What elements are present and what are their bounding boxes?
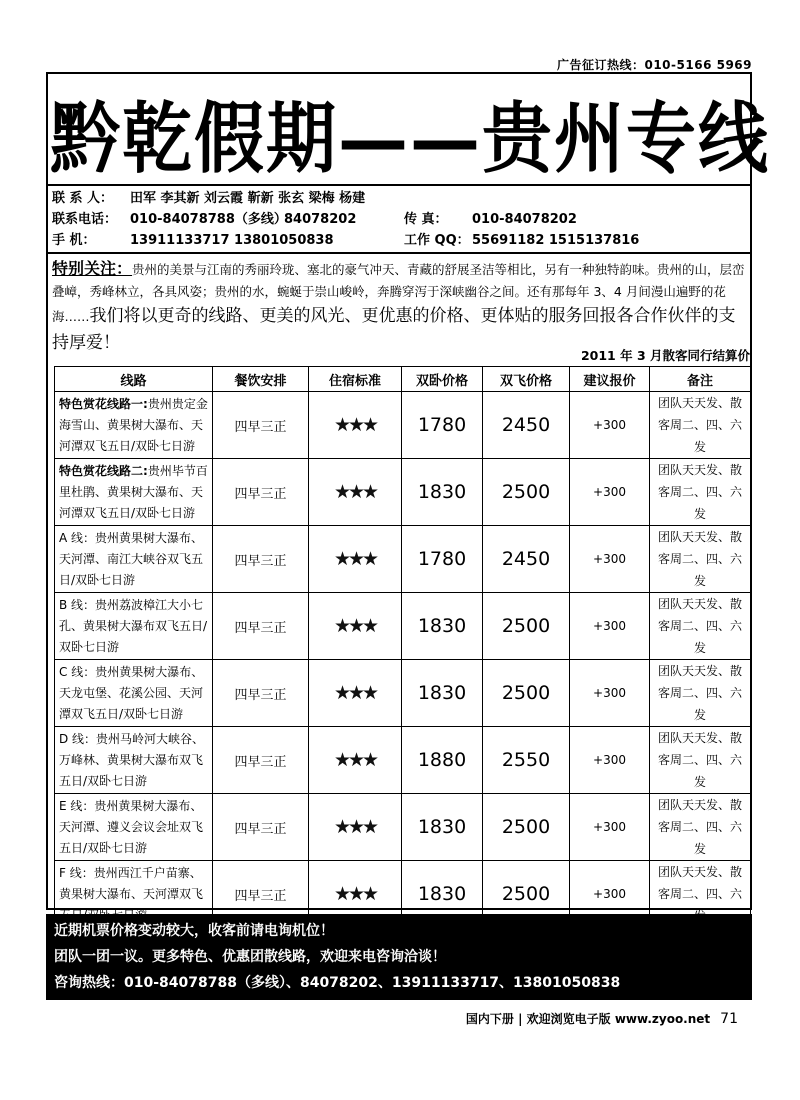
footer-text: 国内下册 | 欢迎浏览电子版 www.zyoo.net [465,1012,711,1026]
hotel-stars: ★★★ [309,526,402,593]
hotel-stars: ★★★ [309,459,402,526]
meal-cell: 四早三正 [213,660,309,727]
suggested-price: +300 [570,727,650,794]
suggested-price: +300 [570,861,650,928]
header-sleeper-price: 双卧价格 [402,367,483,392]
route-cell [55,526,213,593]
people-names: 田军 李其新 刘云霞 靳新 张玄 梁梅 杨建 [130,191,366,206]
route-highlight: 特色赏花线路一: [59,396,148,411]
hotel-stars: ★★★ [309,861,402,928]
route-text: 贵州毕节百里杜鹃、黄果树大瀑布、天河潭双飞五日/双卧七日游 [59,463,208,520]
fax-label: 传 真： [404,212,448,227]
flight-price: 2550 [483,727,570,794]
flight-price: 2450 [483,526,570,593]
phone-number-2: 84078202 [284,212,357,227]
qq-numbers: 55691182 1515137816 [472,233,640,248]
note-cell: 团队天天发、散客周二、四、六发 [650,727,751,794]
route-cell [55,392,213,459]
contact-divider [46,252,752,254]
suggested-price: +300 [570,459,650,526]
meal-cell: 四早三正 [213,593,309,660]
sleeper-price: 1830 [402,861,483,928]
meal-cell: 四早三正 [213,861,309,928]
note-cell: 团队天天发、散客周二、四、六发 [650,593,751,660]
header-flight-price: 双飞价格 [483,367,570,392]
route-text: 贵州贵定金海雪山、黄果树大瀑布、天河潭双飞五日/双卧七日游 [59,396,208,453]
note-cell: 团队天天发、散客周二、四、六发 [650,392,751,459]
banner-line-hotline: 咨询热线：010-84078788（多线）、84078202、13911133717、13801050838 [54,975,621,991]
note-cell: 团队天天发、散客周二、四、六发 [650,526,751,593]
price-table [54,366,751,928]
sleeper-price: 1830 [402,794,483,861]
route-cell [55,459,213,526]
suggested-price: +300 [570,794,650,861]
banner-line-airfare: 近期机票价格变动较大，收客前请电询机位！ [54,923,334,939]
header-suggested-price: 建议报价 [570,367,650,392]
route-text: C 线：贵州黄果树大瀑布、天龙屯堡、花溪公园、天河潭双飞五日/双卧七日游 [59,664,204,721]
ad-hotline: 广告征订热线：010-5166 5969 [556,58,752,72]
route-cell [55,794,213,861]
page-title: 黔乾假期——贵州专线 [50,92,770,185]
flight-price: 2500 [483,593,570,660]
note-cell: 团队天天发、散客周二、四、六发 [650,459,751,526]
route-cell [55,660,213,727]
header-note: 备注 [650,367,751,392]
special-notice [52,258,748,357]
sleeper-price: 1830 [402,593,483,660]
meal-cell: 四早三正 [213,794,309,861]
flight-price: 2500 [483,794,570,861]
suggested-price: +300 [570,392,650,459]
qq-label: 工作 QQ： [404,233,470,248]
mobile-label: 手 机： [52,233,96,248]
route-cell [55,593,213,660]
flight-price: 2500 [483,660,570,727]
table-row [55,392,751,459]
info-banner [46,914,752,1000]
notice-pledge: 我们将以更奇的线路、更美的风光、更优惠的价格、更体贴的服务回报各合作伙伴的支持厚爱！ [52,306,736,353]
sleeper-price: 1780 [402,392,483,459]
fax-number: 010-84078202 [472,212,577,227]
suggested-price: +300 [570,660,650,727]
title-divider [46,184,752,186]
mobile-numbers: 13911133717 13801050838 [130,233,334,248]
table-header-row [55,367,751,392]
phone-number: 010-84078788（多线） [130,212,287,227]
contact-row-people [52,188,752,209]
hotel-stars: ★★★ [309,794,402,861]
table-row [55,660,751,727]
route-text: A 线：贵州黄果树大瀑布、天河潭、南江大峡谷双飞五日/双卧七日游 [59,530,204,587]
hotel-stars: ★★★ [309,593,402,660]
notice-text: 贵州的美景与江南的秀丽玲珑、塞北的豪气冲天、青藏的舒展圣洁等相比，另有一种独特韵味。贵州的山，层峦叠嶂，秀峰林立，各具风姿；贵州的水，蜿蜒于崇山峻岭，奔腾穿泻于深峡幽谷之间。还有那每年 3、4 月间漫山遍野的花海…… [52,262,745,324]
people-label: 联 系 人： [52,191,114,206]
meal-cell: 四早三正 [213,727,309,794]
suggested-price: +300 [570,593,650,660]
table-row [55,794,751,861]
note-cell: 团队天天发、散客周二、四、六发 [650,794,751,861]
header-hotel: 住宿标准 [309,367,402,392]
flight-price: 2450 [483,392,570,459]
route-text: D 线：贵州马岭河大峡谷、万峰林、黄果树大瀑布双飞五日/双卧七日游 [59,731,205,788]
page-footer [466,1010,738,1027]
hotel-stars: ★★★ [309,727,402,794]
settlement-title: 2011 年 3 月散客同行结算价 [580,348,750,363]
table-row [55,526,751,593]
contact-row-mobile [52,230,752,251]
contact-row-phone [52,209,752,230]
contact-block [52,188,752,251]
header-meal: 餐饮安排 [213,367,309,392]
suggested-price: +300 [570,526,650,593]
header-route: 线路 [55,367,213,392]
phone-label: 联系电话： [52,212,118,227]
meal-cell: 四早三正 [213,459,309,526]
meal-cell: 四早三正 [213,392,309,459]
meal-cell: 四早三正 [213,526,309,593]
flight-price: 2500 [483,459,570,526]
route-text: E 线：贵州黄果树大瀑布、天河潭、遵义会议会址双飞五日/双卧七日游 [59,798,204,855]
note-cell: 团队天天发、散客周二、四、六 [650,861,751,928]
table-row [55,727,751,794]
route-text: F 线：贵州西江千户苗寨、黄果树大瀑布、天河潭双飞 [59,865,204,901]
note-cell: 团队天天发、散客周二、四、六发 [650,660,751,727]
sleeper-price: 1780 [402,526,483,593]
route-text: B 线：贵州荔波樟江大小七孔、黄果树大瀑布双飞五日/双卧七日游 [59,597,208,654]
hotel-stars: ★★★ [309,660,402,727]
notice-label: 特别关注： [52,259,133,278]
page-number: 71 [720,1011,738,1027]
table-row [55,593,751,660]
route-cell [55,727,213,794]
table-row [55,459,751,526]
hotel-stars: ★★★ [309,392,402,459]
route-highlight: 特色赏花线路二: [59,463,148,478]
sleeper-price: 1830 [402,459,483,526]
banner-line-groups: 团队一团一议。更多特色、优惠团散线路，欢迎来电咨询洽谈！ [54,949,446,965]
sleeper-price: 1830 [402,660,483,727]
flight-price: 2500 [483,861,570,928]
sleeper-price: 1880 [402,727,483,794]
